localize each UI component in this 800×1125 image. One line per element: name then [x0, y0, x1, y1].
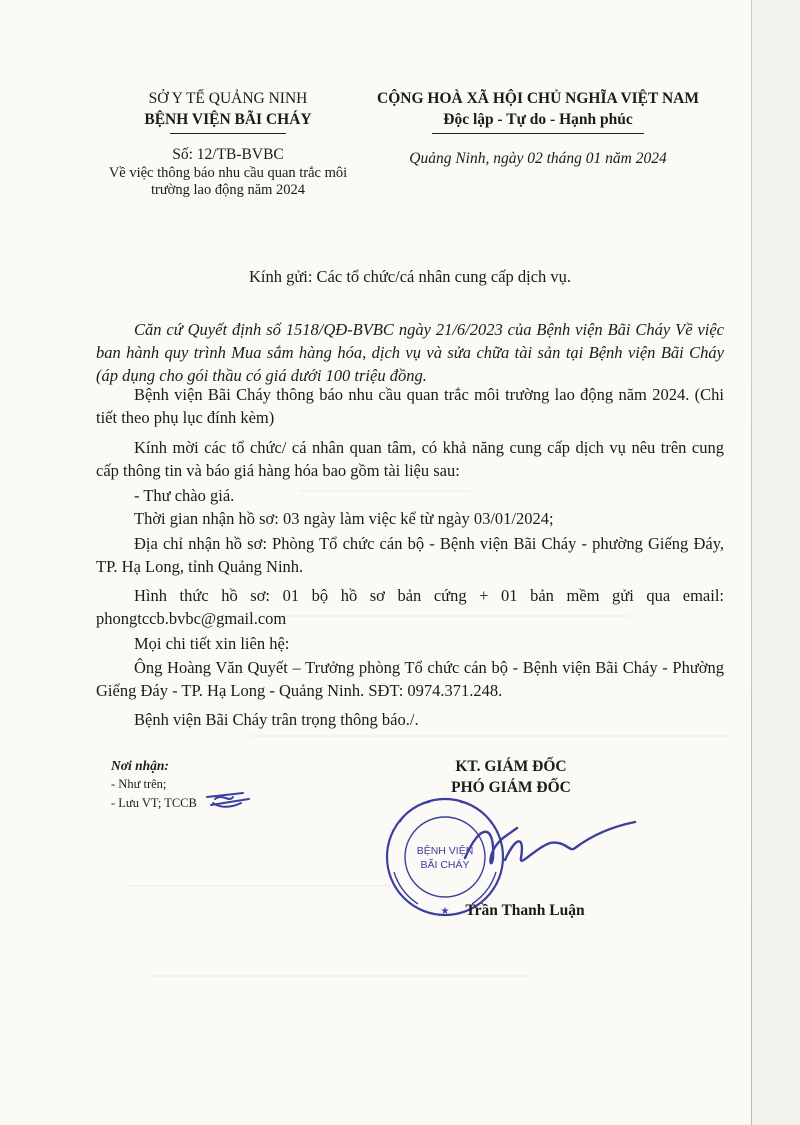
recipients-title: Nơi nhận:: [111, 758, 169, 773]
scan-artifact: [150, 975, 530, 977]
announcement: Bệnh viện Bãi Cháy thông báo nhu cầu quan trắc môi trường lao động năm 2024. (Chi tiết theo phụ lục đính kèm): [96, 385, 724, 427]
national-motto: Độc lập - Tự do - Hạnh phúc: [443, 111, 633, 128]
svg-text:BÃI CHÁY: BÃI CHÁY: [420, 859, 470, 871]
doc-number: Số: 12/TB-BVBC: [172, 146, 284, 163]
scan-artifact: [130, 885, 390, 887]
org-parent: SỞ Y TẾ QUẢNG NINH: [148, 90, 308, 107]
signature-title-line1: KT. GIÁM ĐỐC: [455, 758, 567, 775]
submission-format: Hình thức hồ sơ: 01 bộ hồ sơ bản cứng + 01 bản mềm gửi qua email: phongtccb.bvbc@gmail.com: [96, 586, 724, 628]
invitation: Kính mời các tổ chức/ cá nhân quan tâm, có khả năng cung cấp dịch vụ nêu trên cung cấp thông tin và báo giá hàng hóa bao gồm tài liệu sau:: [96, 438, 724, 480]
handwritten-signature-icon: [455, 818, 640, 878]
national-title: CỘNG HOÀ XÃ HỘI CHỦ NGHĨA VIỆT NAM: [377, 90, 699, 107]
scan-artifact: [250, 735, 730, 737]
svg-text:★: ★: [440, 906, 450, 917]
motto-underline: [432, 133, 644, 134]
closing-line: Bệnh viện Bãi Cháy trân trọng thông báo./.: [134, 710, 419, 729]
org-underline: [170, 133, 286, 134]
doc-subject: Về việc thông báo nhu cầu quan trắc môi trường lao động năm 2024: [108, 165, 348, 198]
place-date: Quảng Ninh, ngày 02 tháng 01 năm 2024: [409, 150, 667, 167]
recipients-item: - Lưu VT; TCCB: [111, 796, 197, 810]
submission-address: Địa chỉ nhận hồ sơ: Phòng Tổ chức cán bộ - Bệnh viện Bãi Cháy - phường Giếng Đáy, TP. Hạ Long, tỉnh Quảng Ninh.: [96, 534, 724, 576]
contact-person: Ông Hoàng Văn Quyết – Trưởng phòng Tổ chức cán bộ - Bệnh viện Bãi Cháy - Phường Giếng Đáy - TP. Hạ Long - Quảng Ninh. SĐT: 0974.371.248.: [96, 658, 724, 700]
svg-text:BỆNH VIỆN: BỆNH VIỆN: [416, 845, 474, 857]
required-document-item: - Thư chào giá.: [134, 486, 235, 505]
page-margin-shadow: [752, 0, 800, 1125]
org-name: BỆNH VIỆN BÃI CHÁY: [144, 111, 312, 128]
signature-title-line2: PHÓ GIÁM ĐỐC: [451, 779, 571, 796]
recipients-item: - Như trên;: [111, 777, 167, 791]
contact-intro: Mọi chi tiết xin liên hệ:: [134, 634, 290, 653]
signer-name: Trần Thanh Luận: [465, 902, 585, 919]
recipient-line: Kính gửi: Các tổ chức/cá nhân cung cấp dịch vụ.: [248, 267, 572, 286]
page-edge: [751, 0, 752, 1125]
legal-basis: Căn cứ Quyết định số 1518/QĐ-BVBC ngày 21/6/2023 của Bệnh viện Bãi Cháy Về việc ban hành quy trình Mua sắm hàng hóa, dịch vụ và sửa chữa tài sản tại Bệnh viện Bãi Cháy (áp dụng cho gói thầu có giá dưới 100 triệu đồng.: [96, 320, 724, 385]
submission-deadline: Thời gian nhận hồ sơ: 03 ngày làm việc kể từ ngày 03/01/2024;: [134, 509, 554, 528]
initial-mark-icon: [203, 787, 253, 813]
